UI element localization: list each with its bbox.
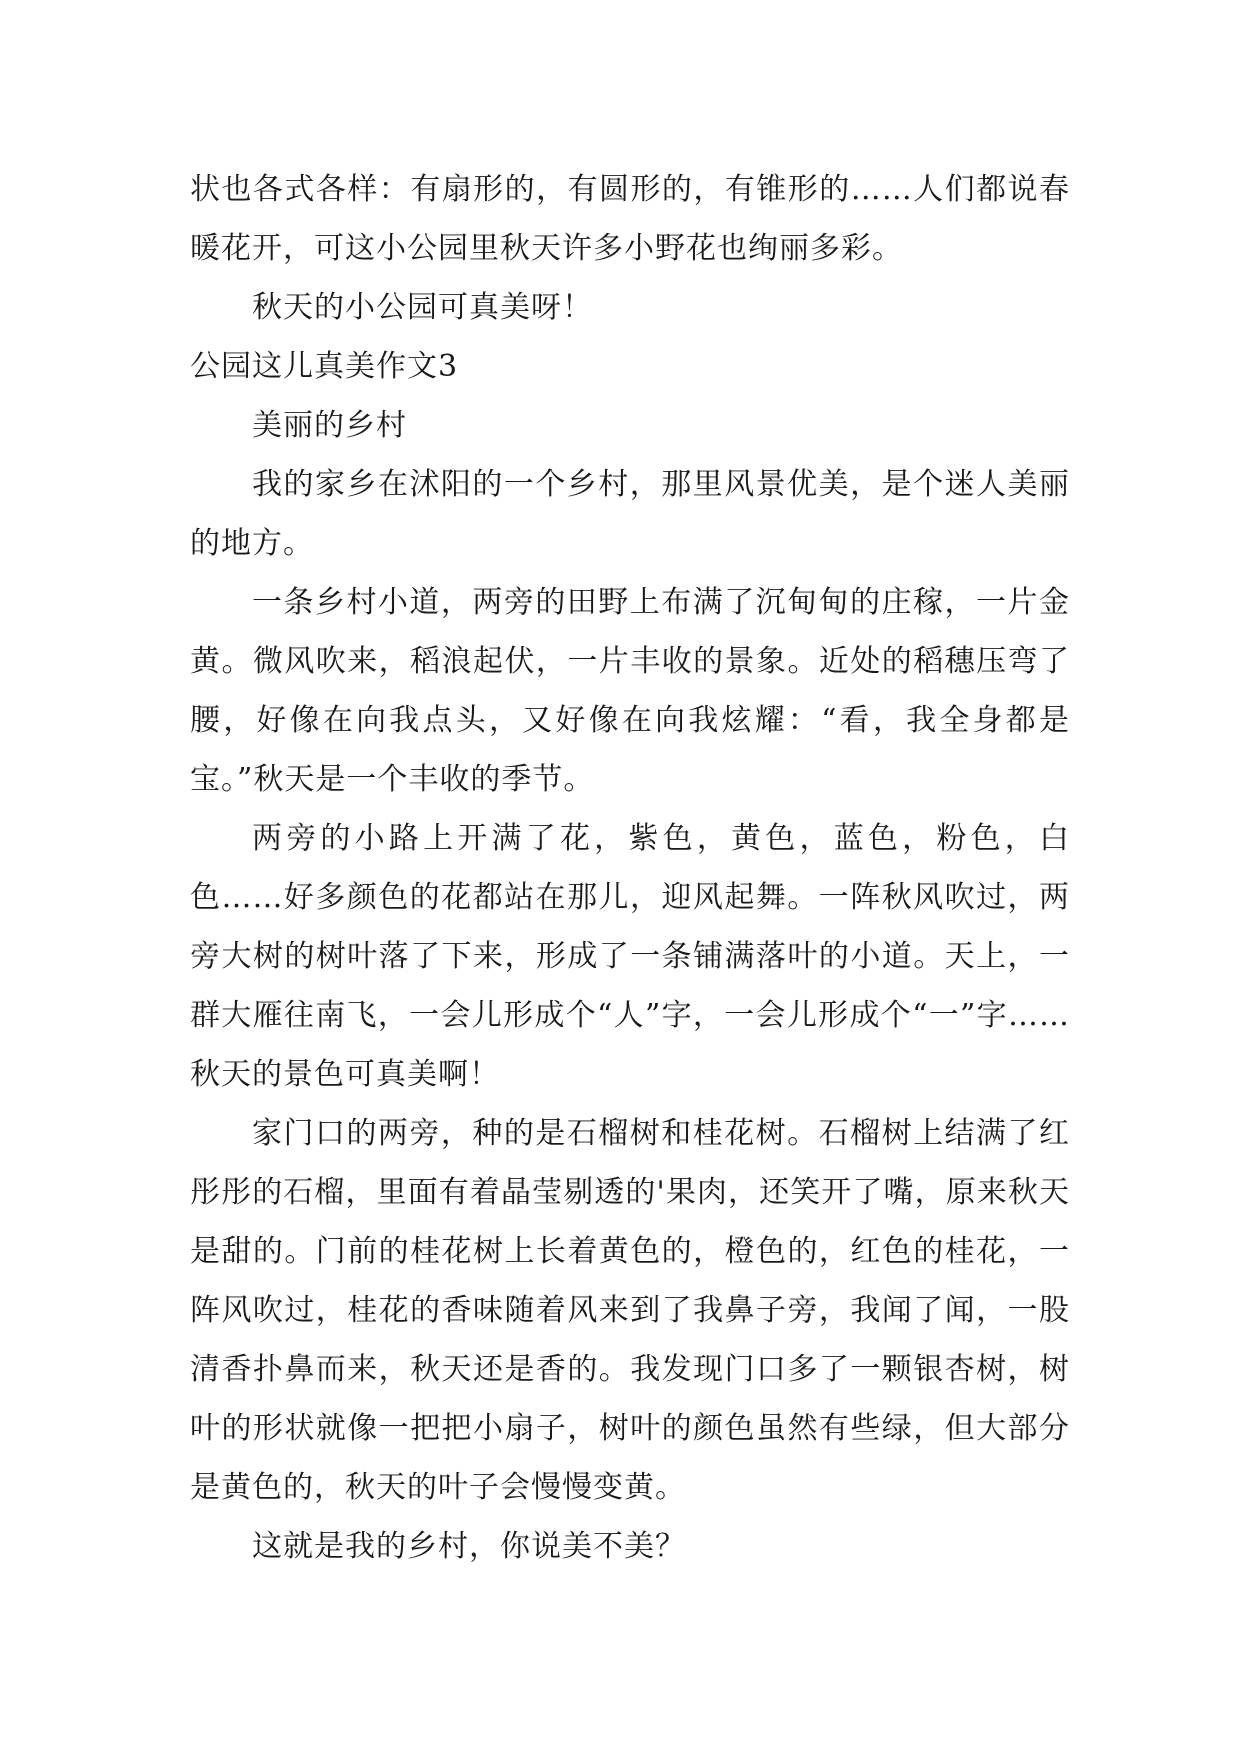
essay-title: 美丽的乡村 — [252, 408, 407, 443]
paragraph-flowers: 两旁的小路上开满了花，紫色，黄色，蓝色，粉色，白色……好多颜色的花都站在那儿，迎风起舞。一阵秋风吹过，两旁大树的树叶落了下来，形成了一条铺满落叶的小道。天上，一群大雁往南飞，一会儿形成个“人”字，一会儿形成个“一”字……秋天的景色可真美啊！ — [190, 821, 1070, 1092]
paragraph-continuation: 状也各式各样：有扇形的，有圆形的，有锥形的……人们都说春暖花开，可这小公园里秋天许多小野花也绚丽多彩。 — [190, 172, 1070, 266]
section-heading: 公园这儿真美作文3 — [190, 349, 459, 384]
paragraph-fields: 一条乡村小道，两旁的田野上布满了沉甸甸的庄稼，一片金黄。微风吹来，稻浪起伏，一片丰收的景象。近处的稻穗压弯了腰，好像在向我点头，又好像在向我炫耀：“看，我全身都是宝。”秋天是一个丰收的季节。 — [190, 585, 1070, 797]
paragraph-conclusion: 这就是我的乡村，你说美不美？ — [252, 1529, 686, 1564]
paragraph-intro: 我的家乡在沭阳的一个乡村，那里风景优美，是个迷人美丽的地方。 — [190, 467, 1070, 561]
paragraph-closing-park: 秋天的小公园可真美呀！ — [252, 290, 593, 325]
document-body — [190, 160, 1070, 1576]
paragraph-trees: 家门口的两旁，种的是石榴树和桂花树。石榴树上结满了红彤彤的石榴，里面有着晶莹剔透的'果肉，还笑开了嘴，原来秋天是甜的。门前的桂花树上长着黄色的，橙色的，红色的桂花，一阵风吹过，桂花的香味随着风来到了我鼻子旁，我闻了闻，一股清香扑鼻而来，秋天还是香的。我发现门口多了一颗银杏树，树叶的形状就像一把把小扇子，树叶的颜色虽然有些绿，但大部分是黄色的，秋天的叶子会慢慢变黄。 — [190, 1116, 1070, 1505]
